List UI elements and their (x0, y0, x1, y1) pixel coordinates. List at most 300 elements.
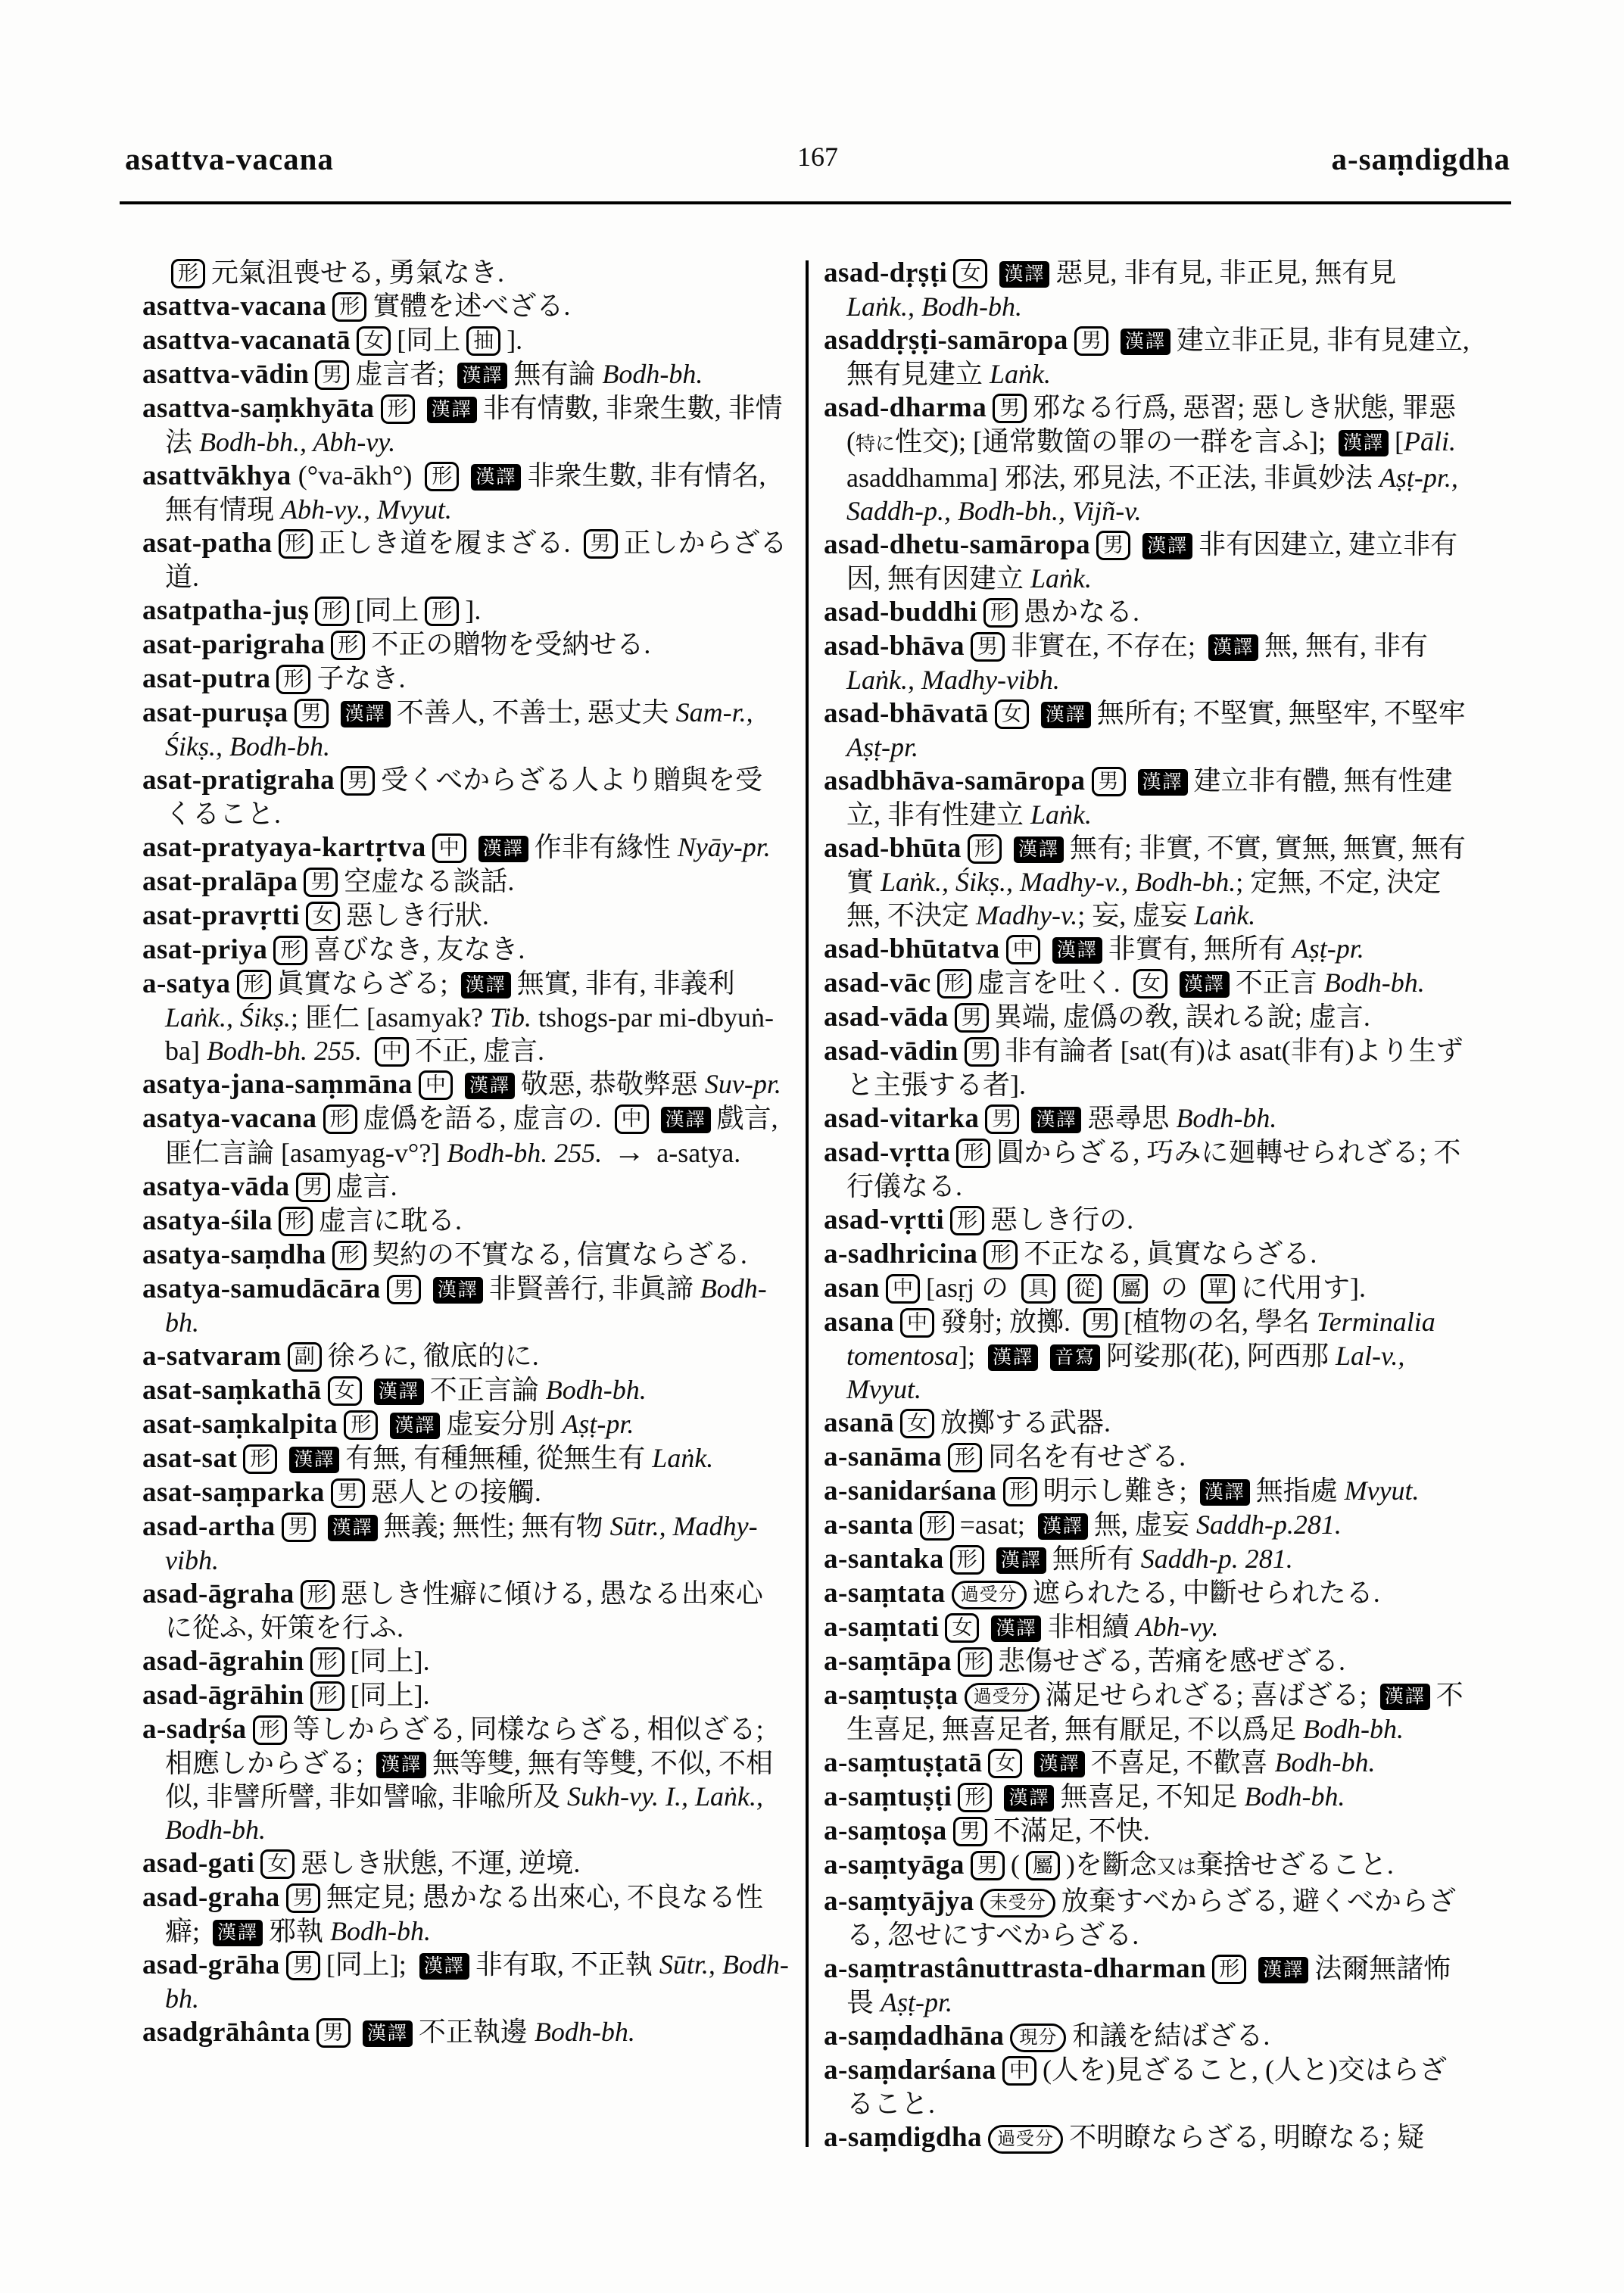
gloss-text: ]. (507, 325, 523, 355)
pos-marker: 形 (948, 1443, 982, 1472)
chinese-translation-marker: 漢譯 (661, 1107, 711, 1133)
source-reference: Bodh-bh. (602, 359, 703, 389)
dictionary-entry (824, 256, 1470, 323)
dictionary-entry (824, 595, 1470, 629)
gloss-text (362, 1036, 369, 1066)
headword: asad-āgrāhin (142, 1680, 304, 1711)
gloss-text: 放棄すべからざる, 避くべからざる, 忽せにすべからざる. (846, 1886, 1456, 1950)
gloss-text: 遮られたる, 中斷せられたる. (1032, 1578, 1380, 1608)
pos-marker: 男 (387, 1275, 421, 1304)
dictionary-entry (142, 1880, 789, 1948)
headword: asat-puruṣa (142, 697, 288, 728)
pos-marker: 形 (331, 631, 365, 660)
dictionary-entry (142, 1407, 789, 1441)
gloss-text: 悲傷せざる, 苦痛を感ぜざる. (997, 1646, 1345, 1676)
dictionary-entry (142, 1509, 789, 1577)
headword: a-sanidarśana (824, 1475, 997, 1506)
chinese-translation-marker: 漢譯 (374, 1379, 424, 1405)
source-reference: Bodh-bh. (165, 1273, 767, 1338)
headword: a-saṃdigdha (824, 2122, 983, 2153)
headword: a-saṃtuṣṭi (824, 1781, 952, 1812)
source-reference: Bodh-bh. (1176, 1103, 1277, 1133)
gloss-text: 不正言 (1235, 967, 1324, 998)
dictionary-entry (824, 1542, 1470, 1576)
gloss-text: 非實在, 不存在; (1010, 631, 1202, 661)
dictionary-entry (824, 831, 1470, 932)
headword: asat-patha (142, 528, 273, 559)
dictionary-entry (824, 1271, 1470, 1305)
pos-marker: 單 (1201, 1274, 1235, 1304)
gloss-text: 非相續 (1047, 1612, 1136, 1642)
source-reference: Saddh-p. 281. (1140, 1544, 1293, 1574)
dictionary-entry (142, 1101, 789, 1170)
gloss-text: 惡見, 非有見, 非正見, 無有見 (1055, 257, 1397, 288)
gloss-text: 阿娑那(花), 阿西那 (1106, 1341, 1336, 1371)
headword: asad-graha (142, 1882, 280, 1913)
source-reference: Lal-v., Mvyut. (846, 1341, 1405, 1404)
dictionary-entry (824, 1406, 1470, 1440)
chinese-translation-marker: 漢譯 (1004, 1785, 1054, 1812)
headword: a-satvaram (142, 1341, 282, 1372)
dictionary-entry (824, 2120, 1470, 2154)
pos-marker: 男 (1083, 1308, 1117, 1338)
pos-marker: 形 (1003, 1477, 1037, 1506)
headword: a-sanāma (824, 1441, 943, 1472)
gloss-text: 空虚なる談話. (344, 866, 515, 896)
chinese-translation-marker: 漢譯 (1258, 1957, 1308, 1983)
dictionary-entry (142, 1678, 789, 1712)
dictionary-entry (824, 1440, 1470, 1474)
gloss-text: 正しき道を履まざる. (318, 528, 578, 558)
pos-marker: 男 (304, 868, 338, 897)
gloss-text: 虚言に耽る. (319, 1205, 463, 1235)
dictionary-entry (824, 1780, 1470, 1814)
chinese-translation-marker: 漢譯 (478, 836, 528, 862)
gloss-text: [ (1395, 426, 1404, 456)
gloss-text: 建立非有體, 無有性建立, 非有性建立 (846, 765, 1453, 830)
pos-marker: 男 (296, 1173, 330, 1202)
headword: asad-āgraha (142, 1578, 295, 1609)
dictionary-entry (142, 2015, 789, 2049)
gloss-text: 無有; 非實, 不實, 實無, 無實, 無有實 (846, 833, 1466, 897)
gloss-text: 等しからざる, 同樣ならざる, 相似ざる; 相應しからざる; (165, 1714, 764, 1778)
pos-marker: 女 (328, 1376, 362, 1406)
gloss-text: 不正言論 (429, 1375, 546, 1405)
gloss-text: ]; (959, 1341, 982, 1371)
chinese-translation-marker: 漢譯 (471, 464, 521, 491)
pos-marker: 屬 (1114, 1274, 1148, 1304)
dictionary-entry (142, 1204, 789, 1238)
pos-marker: 女 (900, 1409, 934, 1438)
chinese-translation-marker: 漢譯 (363, 2020, 413, 2047)
pos-marker: 女 (1133, 969, 1167, 999)
source-reference: Laṅk., Śikṣ. (165, 1002, 291, 1033)
dictionary-entry (142, 696, 789, 763)
pos-marker: 中 (615, 1104, 649, 1134)
headword: asat-pratigraha (142, 765, 335, 796)
headword: asad-bhūta (824, 833, 962, 864)
gloss-text: 惡しき狀態, 不運, 逆境. (301, 1848, 581, 1878)
gloss-text: 無指處 (1255, 1475, 1345, 1506)
dictionary-entry (142, 1373, 789, 1407)
source-reference: Suv-pr. (704, 1069, 781, 1099)
headword: asanā (824, 1407, 894, 1438)
dictionary-entry (142, 933, 789, 967)
source-reference: Aṣṭ-pr. (881, 1987, 953, 2017)
headword: asattvākhya (142, 460, 291, 491)
source-reference: Laṅk., Śikṣ., Madhy-v., Bodh-bh. (881, 867, 1236, 897)
headword: a-saṃtyāga (824, 1849, 965, 1880)
chinese-translation-marker: 漢譯 (1041, 702, 1091, 728)
chinese-translation-marker: 漢譯 (376, 1752, 426, 1778)
chinese-translation-marker: 漢譯 (457, 363, 507, 389)
headword: asad-buddhi (824, 597, 977, 628)
gloss-text: 非有因建立, 建立非有因, 無有因建立 (846, 529, 1458, 594)
pos-marker: 形 (950, 1545, 984, 1575)
dictionary-entry (142, 323, 789, 357)
source-reference: Saddh-p.281. (1195, 1509, 1342, 1540)
pos-marker: 形 (273, 936, 307, 965)
dictionary-entry (824, 1034, 1470, 1101)
source-reference: Bodh-bh. (330, 1916, 432, 1946)
chinese-translation-marker: 漢譯 (991, 1615, 1041, 1642)
pos-marker: 女 (306, 902, 340, 931)
gloss-text: [同上]; (326, 1949, 413, 1980)
dictionary-entry (824, 629, 1470, 696)
headword: asad-artha (142, 1511, 276, 1542)
pos-marker: 女 (260, 1849, 295, 1879)
pos-marker: 形 (332, 292, 366, 322)
headword: asad-dhetu-samāropa (824, 529, 1091, 560)
gloss-text: 虚言者; (355, 359, 452, 389)
dictionary-entry (142, 1441, 789, 1475)
dictionary-entry (142, 289, 789, 323)
gloss-text: 不正執邊 (418, 2017, 535, 2047)
headword: asatya-vāda (142, 1171, 290, 1202)
headword: asad-gati (142, 1848, 255, 1879)
gloss-text: 喜びなき, 友なき. (313, 934, 525, 964)
dictionary-entry (824, 1952, 1470, 2019)
dictionary-entry (824, 1610, 1470, 1644)
chinese-translation-marker: 漢譯 (328, 1515, 378, 1541)
pos-marker: 形 (950, 1206, 984, 1235)
dictionary-entry (142, 594, 789, 628)
headword: asad-vādin (824, 1036, 959, 1067)
pos-marker: 男 (341, 766, 375, 796)
pos-marker: 形 (315, 597, 349, 626)
gloss-text: 正しからざる道. (165, 528, 787, 592)
headword: asattva-vādin (142, 359, 310, 390)
headword: asad-dharma (824, 392, 987, 423)
gloss-text: 子なき. (316, 663, 406, 693)
chinese-translation-marker: 漢譯 (1200, 1479, 1250, 1506)
gloss-text: 有無, 有種無種, 從無生有 (345, 1443, 653, 1473)
pos-marker: 形 (279, 529, 313, 559)
chinese-translation-marker: 漢譯 (996, 1547, 1046, 1574)
headword: a-saṃtati (824, 1612, 940, 1643)
headword: asadgrāhânta (142, 2017, 310, 2048)
gloss-text: 不正の贈物を受納せる. (371, 629, 651, 659)
headword: asattva-saṃkhyāta (142, 393, 375, 424)
source-reference: Sūtr., Bodh-bh. (165, 1949, 789, 2014)
pos-marker: 形 (983, 1240, 1018, 1270)
pos-marker: 男 (286, 1951, 320, 1980)
gloss-text: (°va-ākh°) (291, 460, 419, 491)
gloss-text: 邪執 (269, 1916, 331, 1946)
source-reference: Bodh-bh. (534, 2017, 635, 2047)
headword: asatya-jana-saṃmāna (142, 1069, 413, 1100)
dictionary-entry (142, 1238, 789, 1272)
pos-marker: 中 (1002, 2056, 1036, 2086)
headword: a-sadṛśa (142, 1714, 247, 1745)
dictionary-entry (824, 1884, 1470, 1952)
participle-marker: 過受分 (988, 2125, 1063, 2154)
dictionary-entry (824, 1814, 1470, 1848)
pos-marker: 形 (956, 1139, 990, 1168)
gloss-text: [同上]. (350, 1646, 430, 1676)
gloss-text: 明示し難き; (1043, 1475, 1194, 1506)
dictionary-entry (142, 899, 789, 933)
chinese-translation-marker: 漢譯 (289, 1447, 339, 1473)
gloss-text: 異端, 虚僞の敎, 誤れる說; 虚言. (994, 1002, 1370, 1032)
gloss-text: asaddhamma] 邪法, 邪見法, 不正法, 非眞妙法 (846, 463, 1379, 493)
pos-marker: 形 (253, 1715, 287, 1745)
dictionary-entry (142, 967, 789, 1067)
participle-marker: 未受分 (980, 1889, 1055, 1918)
headword: asat-pralāpa (142, 866, 298, 897)
pos-marker: 形 (310, 1647, 344, 1677)
gloss-text: ]. (465, 595, 482, 625)
pos-marker: 男 (286, 1883, 320, 1913)
pos-marker: 形 (279, 1207, 313, 1236)
headword: asan (824, 1273, 880, 1304)
headword: asatya-samudācāra (142, 1273, 381, 1304)
pos-marker: 從 (1068, 1274, 1102, 1304)
gloss-text: 無等雙, 無有等雙, 不似, 不相似, 非譬所譬, 非如譬喩, 非喩所及 (165, 1748, 774, 1812)
headword: asat-saṃkathā (142, 1375, 322, 1406)
source-reference: Laṅk. (1030, 563, 1093, 594)
headword: asad-vāc (824, 967, 931, 999)
gloss-text: a-satya. (650, 1138, 741, 1168)
chinese-translation-marker: 漢譯 (1031, 1107, 1081, 1133)
dictionary-entry (824, 1136, 1470, 1203)
gloss-text: 無有論 (513, 359, 603, 389)
gloss-text: 性交); [通常數箇の罪の一群を言ふ]; (895, 426, 1333, 456)
gloss-text: 非有情數, 非衆生數, 非情法 (165, 393, 783, 457)
headword: asad-bhūtatva (824, 933, 1000, 964)
gloss-text: 作非有緣性 (534, 832, 678, 862)
dictionary-entry (142, 459, 789, 526)
dictionary-entry (142, 1170, 789, 1204)
running-head-first-word: asattva-vacana (125, 142, 334, 176)
chinese-translation-marker: 漢譯 (1180, 971, 1230, 998)
dictionary-entry (824, 528, 1470, 595)
pos-marker: 男 (331, 1478, 365, 1508)
pos-marker: 中 (375, 1037, 409, 1067)
headword: asad-vṛtta (824, 1137, 951, 1168)
headword: a-saṃtyājya (824, 1886, 974, 1917)
pos-marker: 形 (301, 1580, 335, 1609)
pos-marker: 形 (243, 1444, 277, 1474)
dictionary-entry (142, 830, 789, 865)
source-reference: Madhy-v. (976, 900, 1078, 930)
source-reference: Aṣṭ-pr. (846, 732, 919, 762)
gloss-text: 不正なる, 眞實ならざる. (1024, 1238, 1317, 1269)
headword: asat-saṃkalpita (142, 1409, 338, 1440)
dictionary-entry (824, 1203, 1470, 1237)
gloss-text: 非衆生數, 非有情名, 無有情現 (165, 460, 766, 525)
chinese-translation-marker: 漢譯 (988, 1344, 1038, 1371)
gloss-text: 棄捨せざること. (1195, 1849, 1394, 1880)
gloss-text: 虚言. (335, 1171, 397, 1201)
chinese-translation-marker: 漢譯 (461, 972, 511, 999)
dictionary-entry (824, 1746, 1470, 1780)
headword: asad-dṛṣṭi (824, 257, 948, 288)
source-reference: Laṅk. (990, 359, 1052, 389)
gloss-text: 惡人との接觸. (370, 1477, 541, 1507)
participle-marker: 過受分 (952, 1581, 1027, 1609)
gloss-text: =asat; (959, 1509, 1032, 1540)
dictionary-entry (824, 1576, 1470, 1610)
gloss-text: 無定見; 愚かなる出來心, 不良なる性癖; (165, 1882, 763, 1946)
headword: asat-putra (142, 663, 271, 694)
source-reference: Sūtr., Madhy-vibh. (165, 1511, 758, 1575)
dictionary-entry (824, 1305, 1470, 1406)
headword: asat-saṃparka (142, 1477, 325, 1508)
dictionary-entry (142, 1475, 789, 1509)
source-reference: Bodh-bh. (1274, 1747, 1376, 1777)
pos-marker: 形 (937, 969, 971, 999)
chinese-translation-marker: 漢譯 (1038, 1513, 1088, 1540)
source-reference: Pāli. (1404, 426, 1457, 456)
headword: asad-vṛtti (824, 1204, 945, 1235)
pos-marker: 抽 (466, 326, 500, 356)
dictionary-entry (824, 966, 1470, 1000)
headword: asatya-śila (142, 1205, 273, 1236)
headword: a-saṃtrastânuttrasta-dharman (824, 1953, 1207, 1984)
gloss-text: 元氣沮喪せる, 勇氣なき. (211, 257, 505, 288)
pos-marker: 形 (425, 462, 459, 491)
gloss-text: ; 匪仁 [asamyak? (291, 1002, 490, 1033)
chinese-translation-marker: 漢譯 (1034, 1751, 1084, 1777)
pos-marker: 副 (288, 1342, 322, 1372)
gloss-text: 無喜足, 不知足 (1060, 1781, 1245, 1812)
pos-marker: 形 (1212, 1955, 1246, 1984)
headword: a-saṃtuṣṭa (824, 1680, 959, 1711)
pos-marker: 男 (953, 1817, 987, 1846)
gloss-text: 放擲する武器. (940, 1407, 1111, 1438)
source-reference: Laṅk., Madhy-vibh. (846, 665, 1060, 695)
headword: a-saṃdarśana (824, 2055, 997, 2086)
chinese-translation-marker: 漢譯 (1121, 329, 1170, 355)
dictionary-entry (824, 1678, 1470, 1746)
source-reference: Nyāy-pr. (677, 832, 771, 862)
source-reference: Tib. (489, 1002, 531, 1033)
chinese-translation-marker: 漢譯 (1138, 769, 1188, 796)
pos-marker: 男 (1074, 326, 1108, 356)
source-reference: Laṅk. (1194, 900, 1256, 930)
pos-marker: 形 (310, 1681, 344, 1711)
gloss-text: 不明瞭ならざる, 明瞭なる; 疑 (1069, 2122, 1425, 2152)
gloss-text: 惡しき行の. (990, 1204, 1134, 1235)
dictionary-entry (142, 1846, 789, 1880)
gloss-text: [同上 (355, 595, 419, 625)
source-reference: Terminalia tomentosa (846, 1307, 1435, 1371)
source-reference: Sam-r., Śikṣ., Bodh-bh. (165, 697, 753, 762)
gloss-text: (人を)見ざること, (人と)交はらざること. (846, 2055, 1447, 2119)
dictionary-entry (142, 256, 789, 289)
gloss-text: 法爾無諸怖畏 (846, 1953, 1451, 2017)
source-reference: Abh-vy. (1136, 1612, 1219, 1642)
chinese-translation-marker: 漢譯 (1339, 430, 1389, 456)
gloss-text: 同名を有せざる. (988, 1441, 1186, 1472)
dictionary-entry (142, 1644, 789, 1678)
chinese-translation-marker: 漢譯 (1380, 1684, 1430, 1710)
dictionary-entry (142, 1067, 789, 1101)
dictionary-entry (142, 1948, 789, 2015)
source-reference: Bodh-bh. 255. (447, 1138, 603, 1168)
pos-marker: 男 (971, 632, 1005, 662)
gloss-text: 無所有; 不堅實, 無堅牢, 不堅牢 (1096, 698, 1466, 728)
dictionary-entry (824, 696, 1470, 764)
gloss-text: 虚言を吐く. (977, 967, 1127, 998)
cross-reference-arrow: → (613, 1135, 646, 1170)
pos-marker: 男 (1092, 767, 1126, 796)
headword: a-saṃdadhāna (824, 2020, 1005, 2052)
dictionary-entry (142, 662, 789, 696)
gloss-text: 非有取, 不正執 (475, 1949, 659, 1980)
headword: a-santa (824, 1509, 914, 1541)
gloss-text: の (1153, 1273, 1195, 1303)
dictionary-entry (824, 764, 1470, 831)
source-reference: Bodh-bh. 255. (206, 1036, 362, 1066)
gloss-text: [同上]. (350, 1680, 430, 1710)
gloss-text: 無義; 無性; 無有物 (383, 1511, 610, 1541)
pos-marker: 形 (958, 1647, 992, 1677)
chinese-translation-marker: 漢譯 (999, 261, 1049, 288)
gloss-text: 徐ろに, 徹底的に. (327, 1341, 539, 1371)
dictionary-entry (824, 1848, 1470, 1884)
participle-marker: 過受分 (965, 1683, 1040, 1712)
pos-marker: 女 (988, 1749, 1022, 1778)
headword: a-satya (142, 968, 231, 999)
headword: asat-pratyaya-kartṛtva (142, 832, 426, 863)
dictionary-entry (824, 1000, 1470, 1034)
gloss-text: tshogs-par mi-dbyuṅ-ba] (165, 1002, 774, 1066)
chinese-translation-marker: 漢譯 (1142, 533, 1192, 559)
pos-marker: 形 (332, 1241, 366, 1270)
chinese-translation-marker: 漢譯 (433, 1277, 483, 1304)
headword: a-saṃtāpa (824, 1646, 952, 1677)
running-head-last-word: a-saṃdigdha (1331, 142, 1510, 176)
gloss-text: 無, 虚妄 (1093, 1509, 1196, 1540)
gloss-text: 不正, 虚言. (414, 1036, 544, 1066)
pos-marker: 男 (985, 1104, 1019, 1134)
gloss-text: 圓からざる, 巧みに廻轉せられざる; 不行儀なる. (846, 1137, 1461, 1201)
headword: asat-parigraha (142, 629, 326, 660)
text-block (142, 256, 1470, 2154)
gloss-text: 實體を述べざる. (372, 291, 571, 321)
dictionary-entry (142, 628, 789, 662)
gloss-text: 無, 無有, 非有 (1264, 631, 1428, 661)
participle-marker: 現分 (1010, 2024, 1066, 2052)
pos-marker: 女 (357, 326, 391, 356)
gloss-text: 不滿足, 不快. (993, 1815, 1150, 1846)
source-reference: Laṅk. (652, 1443, 714, 1473)
pos-marker: 男 (971, 1851, 1005, 1880)
gloss-text: ; 定無, 不定, 決定無, 不決定 (846, 867, 1442, 930)
dictionary-entry (142, 526, 789, 594)
